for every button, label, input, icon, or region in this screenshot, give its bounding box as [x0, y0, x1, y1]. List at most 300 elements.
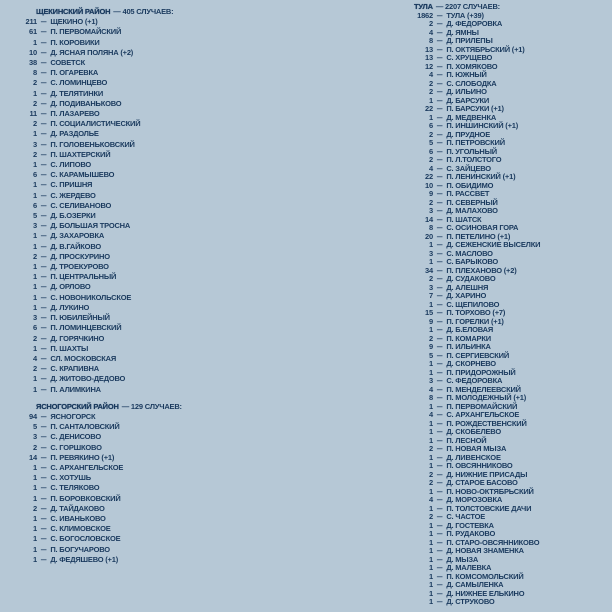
case-count: 2 — [429, 19, 433, 28]
dash-separator: — — [436, 512, 443, 521]
dash-separator: — — [40, 47, 47, 57]
case-row — [8, 422, 182, 432]
dash-separator: — — [40, 119, 47, 129]
place-name: Д. ФЕДЯШЕВО (+1) — [50, 554, 118, 564]
case-count: 22 — [425, 104, 433, 113]
case-count: 10 — [425, 180, 433, 190]
case-row — [402, 598, 540, 607]
place-name: Д. ЯМНЫ — [446, 27, 479, 37]
dash-separator: — — [436, 10, 443, 20]
case-row — [8, 453, 182, 463]
place-name: С. СЛОБОДКА — [446, 78, 497, 88]
district-title: ЯСНОГОРСКИЙ РАЙОН — [36, 401, 119, 411]
place-name: П. СОЦИАЛИСТИЧЕСКИЙ — [50, 119, 141, 129]
case-count: 1 — [429, 503, 433, 513]
right-column — [402, 3, 540, 607]
case-row — [8, 191, 182, 201]
district-section — [402, 3, 540, 607]
case-row — [8, 262, 182, 272]
place-name: П. РЕВЯКИНО (+1) — [50, 452, 115, 462]
place-name: Д. СКОБЕЛЕВО — [446, 427, 501, 436]
case-count: 1 — [33, 292, 37, 302]
dash-separator: — — [40, 353, 47, 363]
case-count: 8 — [33, 68, 37, 78]
place-name: П. ПЕТЕЛИНО (+1) — [446, 231, 511, 241]
case-row — [8, 160, 182, 170]
dash-separator: — — [436, 299, 443, 309]
case-count: 7 — [429, 291, 433, 300]
place-name: Д. В.ГАЙКОВО — [50, 241, 101, 251]
dash-separator: — — [436, 367, 443, 377]
place-name: С. ПРИШНЯ — [50, 180, 93, 190]
case-count: 8 — [429, 223, 433, 232]
place-name: Д. ПРУДНОЕ — [446, 129, 490, 139]
dash-separator: — — [40, 68, 47, 78]
place-name: Д. ПРИЛЕПЫ — [446, 36, 493, 45]
case-count: 2 — [429, 333, 433, 343]
place-name: С. ТЕЛЯКОВО — [50, 483, 100, 493]
case-row — [8, 272, 182, 282]
case-count: 3 — [33, 432, 37, 442]
case-count: 14 — [425, 214, 433, 224]
case-count: 13 — [425, 53, 433, 62]
place-name: П. ПЛЕХАНОВО (+2) — [446, 265, 517, 275]
case-count: 1 — [429, 452, 433, 462]
place-name: Д. ЯСНАЯ ПОЛЯНА (+2) — [50, 47, 134, 57]
case-count: 2 — [429, 274, 433, 283]
place-name: С. ЛИПОВО — [50, 160, 92, 170]
place-name: Д. СТРУКОВО — [446, 597, 495, 606]
place-name: Д. ЗАХАРОВКА — [50, 231, 105, 241]
dash-separator: — — [436, 384, 443, 394]
case-count: 2 — [33, 98, 37, 108]
case-row — [8, 494, 182, 504]
case-row — [8, 473, 182, 483]
case-count: 6 — [33, 170, 37, 180]
case-count: 1 — [33, 544, 37, 554]
dash-separator: — — [436, 350, 443, 360]
dash-separator: — — [40, 58, 47, 68]
case-count: 1 — [429, 367, 433, 377]
case-count: 13 — [425, 44, 433, 54]
dash-separator: — — [40, 544, 47, 554]
case-count: 1 — [33, 262, 37, 272]
dash-separator: — — [436, 486, 443, 496]
dash-separator: — — [40, 27, 47, 37]
case-row — [8, 221, 182, 231]
dash-separator: — — [436, 529, 443, 538]
dash-separator: — — [40, 554, 47, 564]
dash-separator: — — [436, 563, 443, 572]
district-case-count: — 405 СЛУЧАЕВ: — [113, 7, 174, 16]
dash-separator: — — [40, 292, 47, 302]
case-count: 1 — [33, 272, 37, 282]
dash-separator: — — [436, 61, 443, 71]
place-name: С. ИВАНЬКОВО — [50, 513, 106, 523]
dash-separator: — — [40, 37, 47, 47]
case-row — [8, 504, 182, 514]
case-count: 10 — [29, 47, 37, 57]
case-count: 14 — [29, 452, 37, 462]
dash-separator: — — [436, 265, 443, 275]
place-name: Д. ТЕЛЯТИНКИ — [50, 88, 104, 98]
case-count: 34 — [425, 265, 433, 275]
dash-separator: — — [40, 109, 47, 119]
place-name: П. ГОРЕЛКИ (+1) — [446, 316, 504, 326]
dash-separator: — — [40, 221, 47, 231]
dash-separator: — — [40, 333, 47, 343]
dash-separator: — — [40, 272, 47, 282]
dash-separator: — — [40, 313, 47, 323]
place-name: С. ЛОМИНЦЕВО — [50, 78, 108, 88]
case-count: 1 — [429, 418, 433, 428]
place-name: С. МАСЛОВО — [446, 248, 493, 258]
dash-separator: — — [436, 146, 443, 156]
place-name: С. ХРУЩЕВО — [446, 53, 493, 62]
place-name: Д. ЛИВЕНСКОЕ — [446, 452, 501, 462]
dash-separator: — — [436, 53, 443, 62]
place-name: С. ФЕДОРОВКА — [446, 376, 503, 385]
case-row — [8, 524, 182, 534]
place-name: С. ДЕНИСОВО — [50, 432, 101, 442]
place-name: П. ТОЛСТОВСКИЕ ДАЧИ — [446, 503, 532, 513]
dash-separator: — — [436, 401, 443, 411]
dash-separator: — — [436, 112, 443, 122]
case-count: 6 — [429, 146, 433, 156]
dash-separator: — — [436, 78, 443, 88]
case-count: 22 — [425, 172, 433, 181]
place-name: С. ЖЕРДЕВО — [50, 190, 96, 200]
place-name: П. СТАРО-ОВСЯННИКОВО — [446, 537, 540, 547]
case-count: 1 — [33, 37, 37, 47]
case-count: 3 — [429, 206, 433, 215]
dash-separator: — — [40, 200, 47, 210]
dash-separator: — — [436, 36, 443, 45]
dash-separator: — — [40, 422, 47, 432]
dash-separator: — — [40, 493, 47, 503]
case-count: 3 — [429, 282, 433, 292]
place-name: ЩЕКИНО (+1) — [50, 17, 98, 27]
dash-separator: — — [40, 343, 47, 353]
place-name: С. СЕЛИВАНОВО — [50, 200, 112, 210]
district-section — [8, 402, 182, 565]
dash-separator: — — [436, 520, 443, 530]
place-name: Д. ПРОСКУРИНО — [50, 251, 110, 261]
place-name: П. СЕВЕРНЫЙ — [446, 197, 498, 207]
place-name: Д. САМЫЛЕНКА — [446, 580, 504, 589]
district-header — [8, 7, 182, 17]
place-name: Д. ГОРЯЧКИНО — [50, 333, 105, 343]
case-count: 1 — [429, 240, 433, 249]
dash-separator: — — [436, 87, 443, 96]
place-name: П. СЕРГИЕВСКИЙ — [446, 350, 510, 360]
case-count: 15 — [425, 308, 433, 317]
dash-separator: — — [40, 534, 47, 544]
place-name: П. ИНШИНСКИЙ (+1) — [446, 121, 519, 130]
place-name: ТУЛА (+39) — [446, 10, 484, 20]
dash-separator: — — [40, 241, 47, 251]
case-row — [8, 38, 182, 48]
case-count: 5 — [33, 211, 37, 221]
case-row — [8, 68, 182, 78]
case-row — [8, 170, 182, 180]
case-count: 1 — [429, 537, 433, 547]
dash-separator: — — [436, 197, 443, 207]
case-row — [8, 109, 182, 119]
district-title: ЩЕКИНСКИЙ РАЙОН — [36, 7, 111, 16]
place-name: С. НОВОНИКОЛЬСКОЕ — [50, 292, 132, 302]
case-count: 4 — [429, 27, 433, 37]
dash-separator: — — [436, 308, 443, 317]
place-name: Д. СКОРНЕВО — [446, 359, 496, 368]
place-name: П. ПРИДОРОЖНЫЙ — [446, 367, 516, 377]
place-name: П. ШАХТЕРСКИЙ — [50, 149, 111, 159]
case-count: 1 — [429, 359, 433, 368]
dash-separator: — — [436, 359, 443, 368]
case-count: 2 — [429, 512, 433, 521]
case-count: 2 — [429, 87, 433, 96]
case-row — [8, 364, 182, 374]
place-name: П. КОРОВИКИ — [50, 37, 100, 47]
place-name: П. САНТАЛОВСКИЙ — [50, 422, 120, 432]
place-name: П. ОГАРЕВКА — [50, 68, 99, 78]
dash-separator: — — [436, 503, 443, 513]
case-row — [8, 313, 182, 323]
place-name: Д. ФЕДОРОВКА — [446, 19, 503, 28]
dash-separator: — — [436, 427, 443, 436]
case-row — [8, 534, 182, 544]
place-name: П. ОВСЯННИКОВО — [446, 461, 513, 470]
dash-separator: — — [40, 211, 47, 221]
dash-separator: — — [436, 376, 443, 385]
dash-separator: — — [436, 257, 443, 266]
dash-separator: — — [436, 410, 443, 419]
case-count: 1 — [33, 160, 37, 170]
case-count: 1 — [429, 597, 433, 606]
district-section — [8, 7, 182, 395]
dash-separator: — — [436, 27, 443, 37]
case-count: 1 — [429, 588, 433, 598]
place-name: Д. ГОСТЕВКА — [446, 520, 494, 530]
dash-separator: — — [40, 432, 47, 442]
dash-separator: — — [436, 452, 443, 462]
place-name: П. РУДАКОВО — [446, 529, 496, 538]
case-row — [8, 27, 182, 37]
case-count: 1 — [33, 302, 37, 312]
case-count: 1862 — [417, 10, 433, 20]
case-count: 1 — [429, 435, 433, 445]
place-name: Д. ЖИТОВО-ДЕДОВО — [50, 374, 126, 384]
case-count: 6 — [33, 200, 37, 210]
dash-separator: — — [40, 452, 47, 462]
place-name: Д. ОРЛОВО — [50, 282, 91, 292]
place-name: Д. НИЖНЕЕ ЕЛЬКИНО — [446, 588, 525, 598]
case-row — [8, 252, 182, 262]
case-count: 1 — [33, 129, 37, 139]
place-name: П. БОГУЧАРОВО — [50, 544, 110, 554]
case-row — [8, 385, 182, 395]
dash-separator: — — [40, 78, 47, 88]
place-name: П. ОКТЯБРЬСКИЙ (+1) — [446, 44, 525, 54]
dash-separator: — — [40, 323, 47, 333]
place-name: С. БОГОСЛОВСКОЕ — [50, 534, 121, 544]
dash-separator: — — [40, 364, 47, 374]
case-count: 4 — [429, 163, 433, 173]
case-count: 1 — [33, 534, 37, 544]
dash-separator: — — [436, 580, 443, 589]
place-name: Д. БАРСУКИ — [446, 95, 490, 105]
dash-separator: — — [436, 163, 443, 173]
dash-separator: — — [436, 478, 443, 487]
dash-separator: — — [436, 189, 443, 198]
dash-separator: — — [436, 70, 443, 79]
dash-separator: — — [436, 588, 443, 598]
place-name: П. ЦЕНТРАЛЬНЫЙ — [50, 272, 117, 282]
dash-separator: — — [436, 44, 443, 54]
place-name: П. РАССВЕТ — [446, 189, 490, 198]
case-row — [8, 150, 182, 160]
district-title: ТУЛА — [414, 2, 433, 11]
case-row — [8, 211, 182, 221]
case-row — [8, 89, 182, 99]
dash-separator: — — [40, 442, 47, 452]
dash-separator: — — [436, 19, 443, 28]
case-count: 5 — [33, 422, 37, 432]
case-count: 1 — [33, 384, 37, 394]
case-count: 1 — [429, 112, 433, 122]
place-name: Д. АЛЕШНЯ — [446, 282, 489, 292]
dash-separator: — — [436, 121, 443, 130]
place-name: С. ГОРШКОВО — [50, 442, 102, 452]
district-header — [8, 402, 182, 412]
case-count: 6 — [33, 323, 37, 333]
case-row — [8, 334, 182, 344]
dash-separator: — — [436, 461, 443, 470]
case-count: 1 — [429, 401, 433, 411]
place-name: Д. СТАРОЕ БАСОВО — [446, 478, 518, 487]
dash-separator: — — [436, 333, 443, 343]
dash-separator: — — [40, 17, 47, 27]
place-name: С. КАРАМЫШЕВО — [50, 170, 115, 180]
case-row — [8, 323, 182, 333]
case-count: 1 — [429, 95, 433, 105]
case-count: 1 — [429, 461, 433, 470]
dash-separator: — — [436, 231, 443, 241]
district-case-count: — 129 СЛУЧАЕВ: — [121, 401, 182, 411]
dash-separator: — — [436, 274, 443, 283]
place-name: Д. ПОДИВАНЬКОВО — [50, 98, 122, 108]
case-count: 3 — [429, 376, 433, 385]
place-name: Д. МЕДВЕНКА — [446, 112, 497, 122]
case-row — [8, 374, 182, 384]
case-count: 2 — [429, 469, 433, 479]
place-name: Д. РАЗДОЛЬЕ — [50, 129, 99, 139]
case-count: 9 — [429, 316, 433, 326]
place-name: С. ОСИНОВАЯ ГОРА — [446, 223, 519, 232]
place-name: СЛ. МОСКОВСКАЯ — [50, 353, 117, 363]
dash-separator: — — [40, 180, 47, 190]
dash-separator: — — [40, 282, 47, 292]
case-count: 1 — [429, 571, 433, 581]
dash-separator: — — [436, 342, 443, 351]
case-count: 1 — [429, 520, 433, 530]
case-count: 2 — [33, 119, 37, 129]
place-name: Д. Б.ЕЛОВАЯ — [446, 325, 494, 334]
place-name: П. ОБИДИМО — [446, 180, 494, 190]
dash-separator: — — [40, 524, 47, 534]
case-count: 2 — [429, 444, 433, 453]
dash-separator: — — [40, 513, 47, 523]
place-name: Д. ЛУКИНО — [50, 302, 90, 312]
dash-separator: — — [436, 138, 443, 147]
case-row — [8, 282, 182, 292]
case-count: 2 — [33, 149, 37, 159]
case-row — [8, 514, 182, 524]
place-name: П. НОВАЯ МЫЗА — [446, 444, 507, 453]
place-name: Д. МАЛЕВКА — [446, 563, 492, 572]
case-count: 2 — [33, 442, 37, 452]
case-count: 8 — [429, 36, 433, 45]
case-count: 38 — [29, 58, 37, 68]
dash-separator: — — [40, 473, 47, 483]
place-name: П. ЛОМИНЦЕВСКИЙ — [50, 323, 122, 333]
case-count: 12 — [425, 61, 433, 71]
case-count: 2 — [429, 129, 433, 139]
case-count: 4 — [429, 410, 433, 419]
dash-separator: — — [436, 155, 443, 164]
case-count: 4 — [429, 495, 433, 504]
place-name: Д. НИЖНИЕ ПРИСАДЫ — [446, 469, 528, 479]
case-row — [8, 180, 182, 190]
case-count: 1 — [33, 374, 37, 384]
case-count: 2 — [33, 78, 37, 88]
dash-separator: — — [40, 190, 47, 200]
place-name: С. БАРЫКОВО — [446, 257, 499, 266]
case-count: 6 — [429, 121, 433, 130]
place-name: П. ЮБИЛЕЙНЫЙ — [50, 313, 110, 323]
dash-separator: — — [40, 262, 47, 272]
case-count: 2 — [429, 197, 433, 207]
district-case-count: — 2207 СЛУЧАЕВ: — [435, 2, 500, 11]
place-name: Д. МЫЗА — [446, 554, 479, 564]
dash-separator: — — [40, 302, 47, 312]
case-count: 94 — [29, 411, 37, 421]
case-count: 11 — [29, 109, 37, 119]
dash-separator: — — [40, 88, 47, 98]
place-name: П. МЕНДЕЛЕЕВСКИЙ — [446, 384, 521, 394]
dash-separator: — — [40, 384, 47, 394]
dash-separator: — — [436, 393, 443, 402]
place-name: С. ЩЕПИЛОВО — [446, 299, 500, 309]
case-count: 8 — [429, 393, 433, 402]
place-name: П. КОМСОМОЛЬСКИЙ — [446, 571, 524, 581]
place-name: Д. МАЛАХОВО — [446, 206, 498, 215]
case-count: 1 — [429, 580, 433, 589]
place-name: С. ЧАСТОЕ — [446, 512, 486, 521]
place-name: С. АРХАНГЕЛЬСКОЕ — [446, 410, 520, 419]
left-column — [8, 7, 182, 565]
case-row — [8, 99, 182, 109]
case-row — [8, 119, 182, 129]
case-row — [8, 293, 182, 303]
dash-separator: — — [40, 251, 47, 261]
place-name: П. ЛЕСНОЙ — [446, 435, 487, 445]
dash-separator: — — [436, 316, 443, 326]
dash-separator: — — [40, 129, 47, 139]
place-name: П. ГОЛОВЕНЬКОВСКИЙ — [50, 139, 135, 149]
place-name: П. Л.ТОЛСТОГО — [446, 155, 502, 164]
dash-separator: — — [40, 98, 47, 108]
